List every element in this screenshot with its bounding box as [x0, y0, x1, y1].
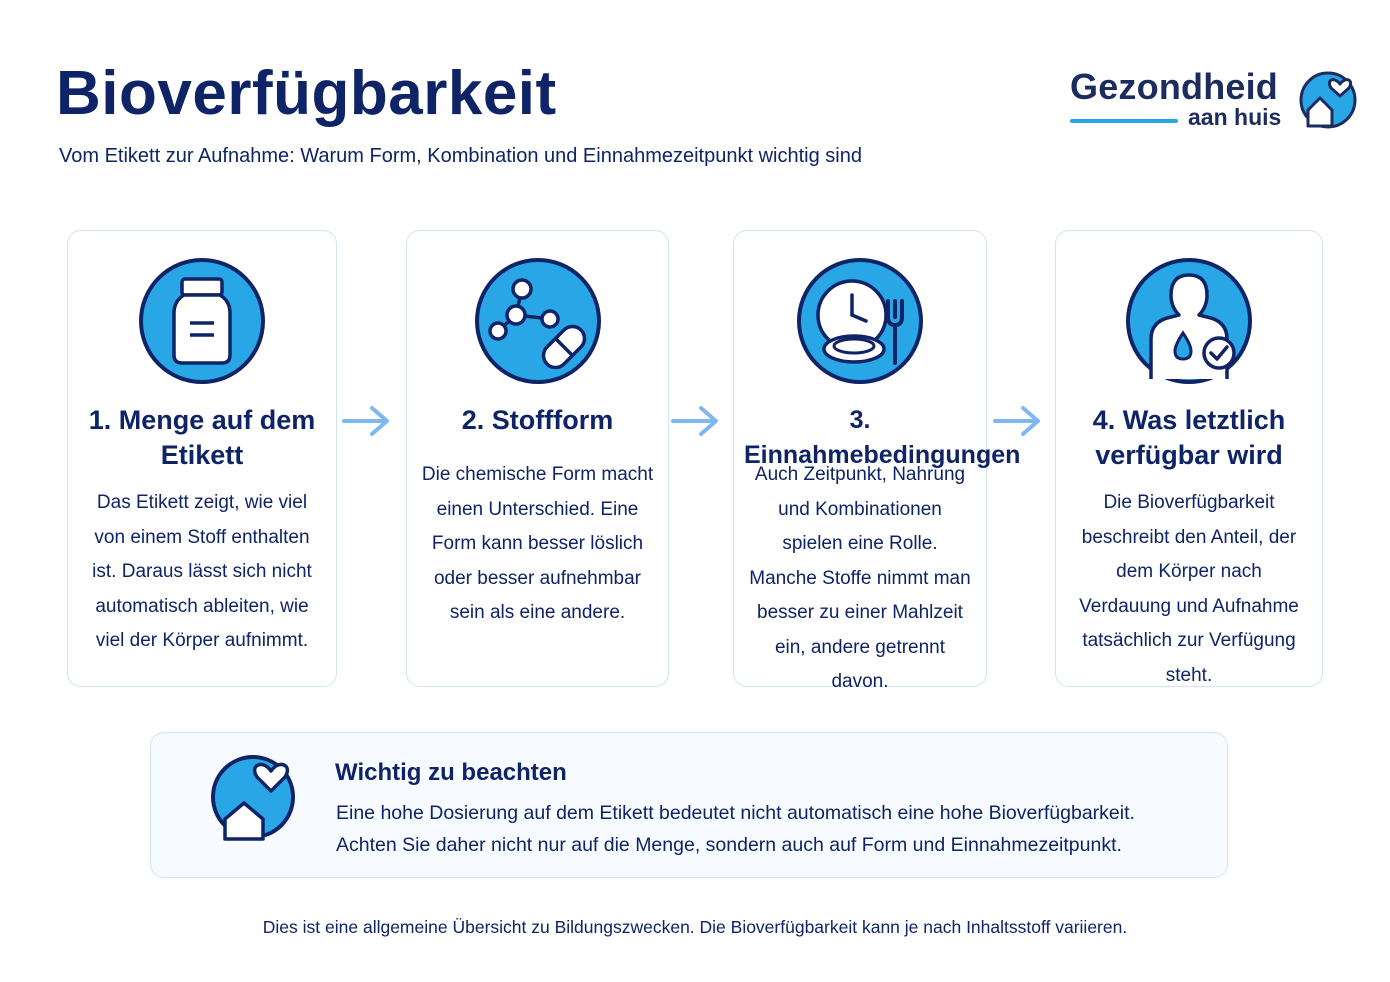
heart-house-icon: [211, 747, 301, 843]
step-title: 1. Menge auf dem Etikett: [88, 405, 316, 470]
heart-house-icon: [1298, 64, 1360, 130]
flow-arrow-icon: [342, 404, 392, 438]
step-description: Die Bioverfügbarkeit beschreibt den Anteil, der dem Körper nach Verdauung und Aufnahme tatsächlich zur Verfügung steht.: [1079, 492, 1299, 686]
supplement-jar-icon: [138, 255, 266, 387]
brand-logo: [1066, 64, 1366, 134]
disclaimer-footer: Dies ist eine allgemeine Übersicht zu Bildungszwecken. Die Bioverfügbarkeit kann je nach Inhaltsstoff variieren.: [262, 917, 1128, 937]
step-title: 2. Stoffform: [461, 405, 614, 435]
step-card-1: [67, 230, 337, 687]
important-note-box: [150, 732, 1228, 878]
note-line-1: Eine hohe Dosierung auf dem Etikett bedeutet nicht automatisch eine hohe Bioverfügbarkeit.: [336, 802, 1135, 824]
logo-wordmark-sub: aan huis: [1188, 104, 1282, 130]
body-drop-check-icon: [1125, 255, 1253, 387]
step-card-2: [406, 230, 669, 687]
note-title: Wichtig zu beachten: [335, 759, 567, 786]
step-card-3: [733, 230, 1021, 692]
flow-arrow-icon: [671, 404, 721, 438]
note-text: [336, 797, 1135, 861]
step-card-4: [1055, 230, 1323, 687]
step-title: 3. Einnahmebedingungen: [744, 406, 1021, 469]
logo-wordmark-main: Gezondheid: [1070, 66, 1278, 107]
step-description: Das Etikett zeigt, wie viel von einem Stoff enthalten ist. Daraus lässt sich nicht automatisch ableiten, wie viel der Körper aufnimmt.: [92, 492, 312, 651]
note-line-2: Achten Sie daher nicht nur auf die Menge, sondern auch auf Form und Einnahmezeitpunkt.: [336, 834, 1122, 856]
page-title: Bioverfügbarkeit: [56, 59, 557, 128]
logo-underline: [1070, 119, 1178, 123]
step-description: Auch Zeitpunkt, Nahrung und Kombinationen spielen eine Rolle. Manche Stoffe nimmt man besser zu einer Mahlzeit ein, andere getrennt davon.: [749, 464, 971, 692]
flow-arrow-icon: [993, 404, 1043, 438]
clock-plate-fork-icon: [796, 255, 924, 387]
molecule-capsule-icon: [474, 255, 602, 387]
page-subtitle: Vom Etikett zur Aufnahme: Warum Form, Kombination und Einnahmezeitpunkt wichtig sind: [59, 145, 862, 167]
step-description: Die chemische Form macht einen Unterschied. Eine Form kann besser löslich oder besser aufnehmbar sein als eine andere.: [421, 464, 654, 623]
step-title: 4. Was letztlich verfügbar wird: [1092, 405, 1286, 470]
